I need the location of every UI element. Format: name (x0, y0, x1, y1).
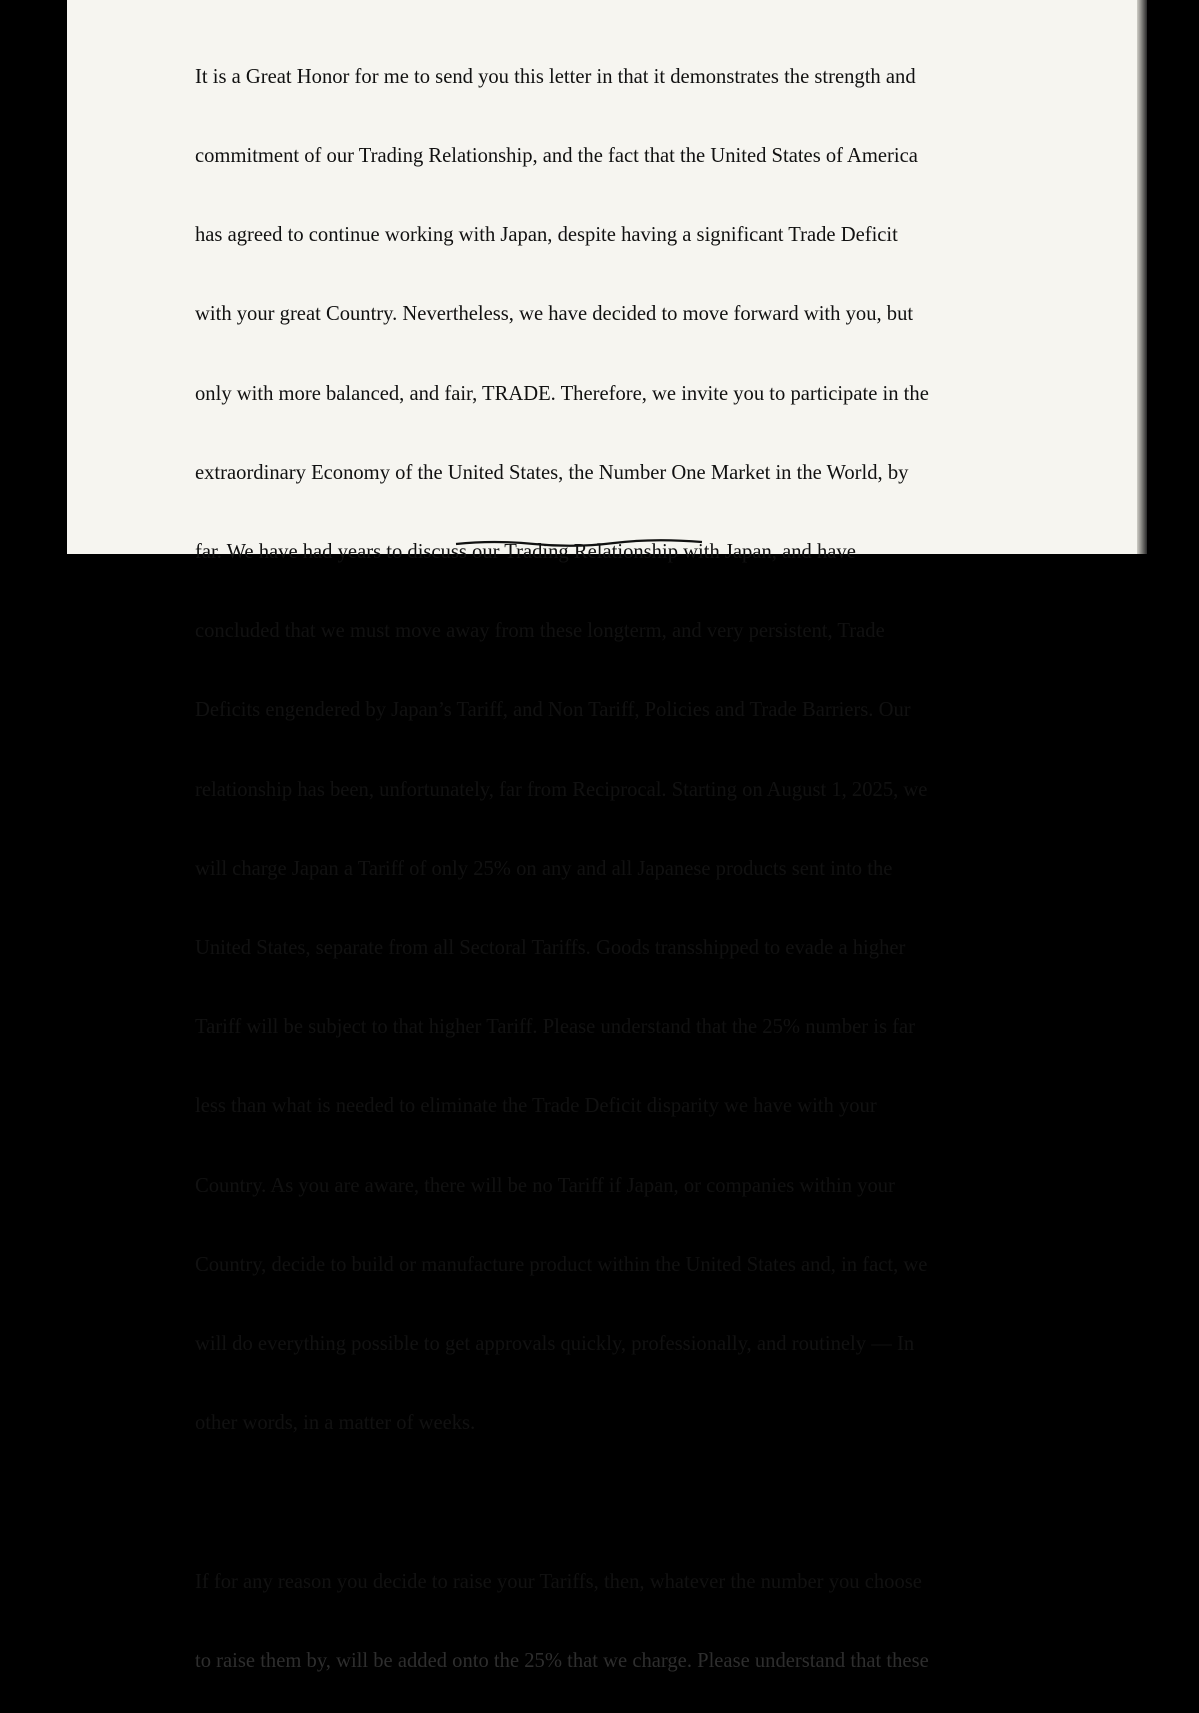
paragraph-1-line-4: with your great Country. Nevertheless, we have decided to move forward with you, but (195, 303, 914, 326)
paragraph-1-line-13: Tariff will be subject to that higher Tariff. Please understand that the 25% number is far (195, 1016, 915, 1039)
paragraph-1-line-18: other words, in a matter of weeks. (195, 1412, 476, 1435)
paragraph-1-line-7: far. We have had years to discuss our Trading Relationship with Japan, and have (195, 541, 856, 564)
paragraph-1-line-1: It is a Great Honor for me to send you this letter in that it demonstrates the strength and (195, 65, 916, 88)
paragraph-1-line-14: less than what is needed to eliminate the Trade Deficit disparity we have with your (195, 1095, 877, 1118)
paragraph-gap (195, 1489, 1155, 1515)
paragraph-1-line-3: has agreed to continue working with Japan, despite having a significant Trade Deficit (195, 224, 898, 247)
paragraph-1-line-9: Deficits engendered by Japan’s Tariff, and Non Tariff, Policies and Trade Barriers. Our (195, 699, 911, 722)
paragraph-1-line-17: will do everything possible to get approvals quickly, professionally, and routinely — In (195, 1333, 915, 1356)
paper-edge-shadow (1137, 0, 1147, 554)
paragraph-2-line-1: If for any reason you decide to raise your Tariffs, then, whatever the number you choose (195, 1570, 922, 1593)
paragraph-1-line-10: relationship has been, unfortunately, far from Reciprocal. Starting on August 1, 2025, we (195, 778, 928, 801)
paragraph-1-line-16: Country, decide to build or manufacture product within the United States and, in fact, we (195, 1253, 928, 1276)
paragraph-1-line-8: concluded that we must move away from these longterm, and very persistent, Trade (195, 620, 885, 643)
paragraph-1-line-15: Country. As you are aware, there will be no Tariff if Japan, or companies within your (195, 1174, 895, 1197)
letter-page (67, 0, 1144, 1672)
paragraph-1-line-11: will charge Japan a Tariff of only 25% on any and all Japanese products sent into the (195, 857, 893, 880)
paragraph-1-line-6: extraordinary Economy of the United States, the Number One Market in the World, by (195, 461, 909, 484)
paragraph-1-line-5: only with more balanced, and fair, TRADE. Therefore, we invite you to participate in the (195, 382, 929, 405)
paragraph-1-line-2: commitment of our Trading Relationship, and the fact that the United States of America (195, 145, 918, 168)
paragraph-2-line-2-cut-off: to raise them by, will be added onto the 25% that we charge. Please understand that these (195, 1649, 929, 1672)
letter-body (195, 11, 1155, 1713)
paragraph-1-line-12: United States, separate from all Sectoral Tariffs. Goods transshipped to evade a higher (195, 937, 906, 960)
